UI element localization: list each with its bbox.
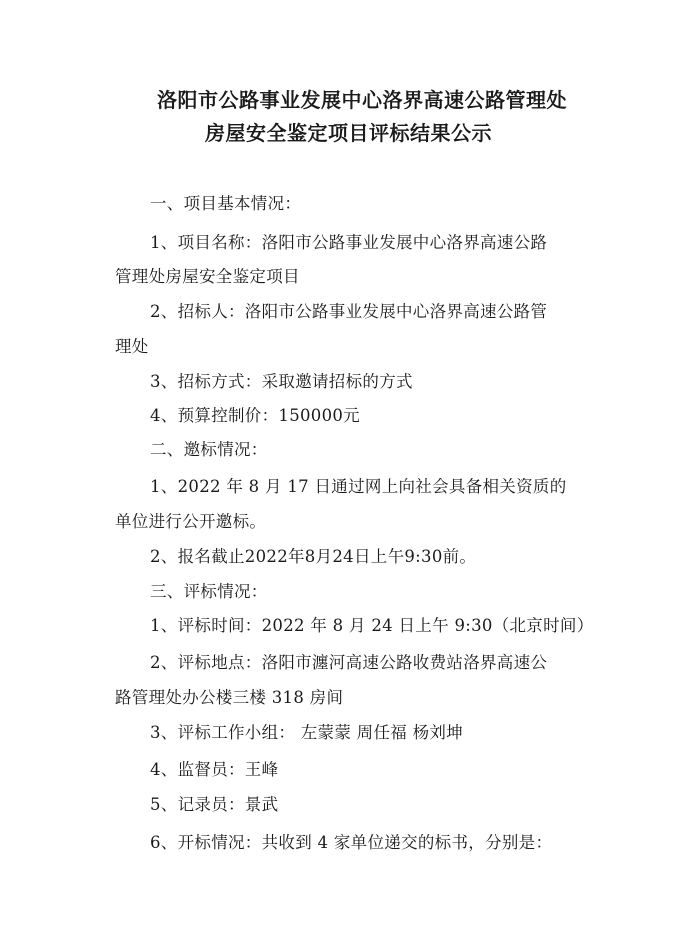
- supervisor: 4、监督员：王峰: [150, 760, 279, 779]
- evaluation-time: 1、评标时间：2022 年 8 月 24 日上午 9:30（北京时间）: [150, 616, 594, 635]
- section2-heading: 二、邀标情况：: [150, 440, 268, 459]
- document-title-line1: 洛阳市公路事业发展中心洛界高速公路管理处: [157, 88, 567, 112]
- invitation-line1: 1、2022 年 8 月 17 日通过网上向社会具备相关资质的: [150, 477, 567, 496]
- evaluation-panel: 3、评标工作小组： 左蒙蒙 周任福 杨刘坤: [150, 723, 464, 742]
- bid-opening: 6、开标情况：共收到 4 家单位递交的标书，分别是：: [150, 833, 553, 852]
- registration-deadline: 2、报名截止2022年8月24日上午9:30前。: [150, 547, 477, 566]
- recorder: 5、记录员：景武: [150, 795, 279, 814]
- document-title-line2: 房屋安全鉴定项目评标结果公示: [205, 121, 492, 145]
- tenderer-line1: 2、招标人：洛阳市公路事业发展中心洛界高速公路管: [150, 302, 548, 321]
- tenderer-line2: 理处: [115, 337, 149, 356]
- project-name-line1: 1、项目名称：洛阳市公路事业发展中心洛界高速公路: [150, 233, 548, 252]
- section1-heading: 一、项目基本情况：: [150, 194, 302, 213]
- budget-price: 4、预算控制价：150000元: [150, 406, 360, 425]
- evaluation-location-line2: 路管理处办公楼三楼 318 房间: [115, 688, 344, 707]
- bidding-method: 3、招标方式：采取邀请招标的方式: [150, 372, 413, 391]
- section3-heading: 三、评标情况：: [150, 582, 268, 601]
- evaluation-location-line1: 2、评标地点：洛阳市瀍河高速公路收费站洛界高速公: [150, 653, 548, 672]
- invitation-line2: 单位进行公开邀标。: [115, 512, 267, 531]
- project-name-line2: 管理处房屋安全鉴定项目: [115, 267, 300, 286]
